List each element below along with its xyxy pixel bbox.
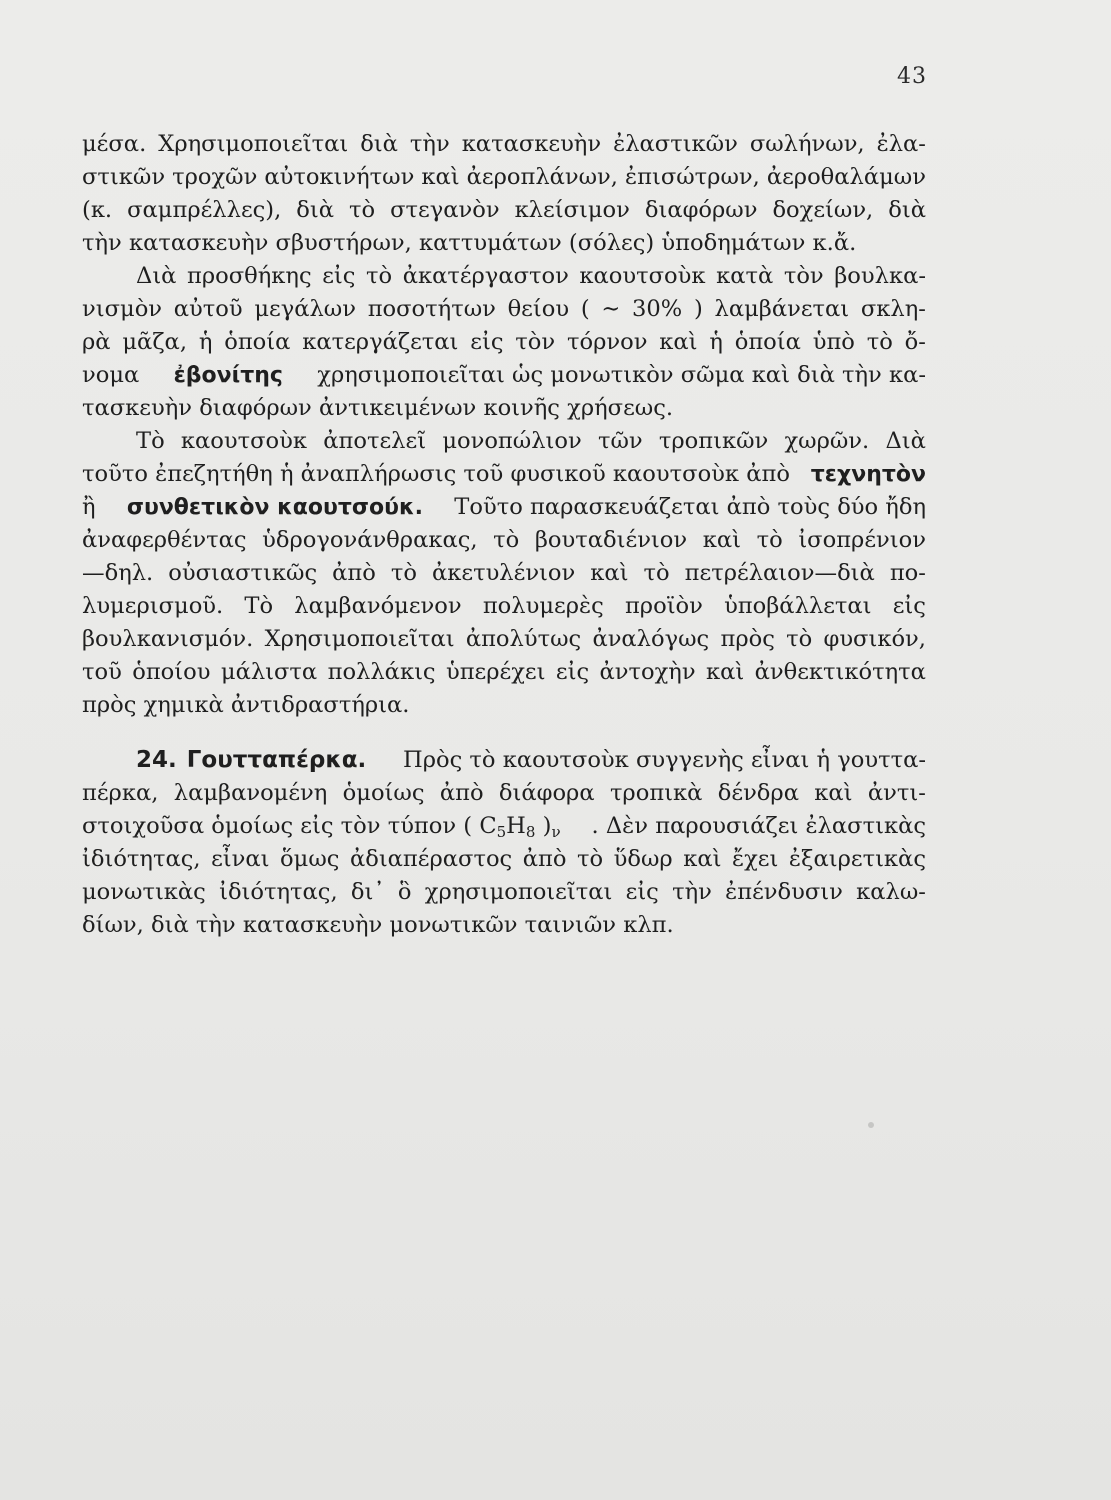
word: λαμβανομένη: [173, 780, 328, 806]
word: ἀκετυλένιον: [431, 560, 576, 586]
word: εἰς: [625, 879, 659, 905]
word: βουλκα-: [834, 263, 926, 289]
word: εἰς: [470, 329, 504, 355]
line-text: πρὸς χημικὰ ἀντιδραστήρια.: [82, 692, 410, 718]
word: μονοπώλιον: [442, 428, 582, 454]
formula-c: C: [479, 813, 497, 839]
word: ἀναλόγως: [592, 626, 710, 652]
word: πολυμερὲς: [482, 593, 604, 619]
word: ἐξαιρετικὰς: [788, 846, 926, 872]
word: τὸ: [349, 197, 376, 223]
word: ἀποτελεῖ: [323, 428, 427, 454]
word: ὑπὸ: [812, 329, 855, 355]
word: ὃ: [397, 879, 412, 905]
line-text: τὴν κατασκευὴν σβυστήρων, καττυμάτων (σόλες) ὑποδημάτων κ.ἄ.: [82, 230, 857, 256]
line-text: Τοῦτο παρασκευάζεται ἀπὸ τοὺς δύο ἤδη: [454, 494, 926, 520]
text-line: [82, 590, 926, 623]
word: ἰδιότητας,: [82, 846, 201, 872]
word: κατεργάζεται: [302, 329, 459, 355]
word: προσθήκης: [187, 263, 312, 289]
word: ἐπένδυσιν: [725, 879, 843, 905]
line-text: ἢ: [82, 494, 96, 520]
text-line: [82, 128, 926, 161]
word: λυμερισμοῦ.: [82, 593, 224, 619]
word: προϊὸν: [624, 593, 703, 619]
text-line: [82, 876, 926, 909]
word: τῶν: [597, 428, 643, 454]
word: στικῶν: [82, 164, 166, 190]
line-text: στοιχοῦσα ὁμοίως εἰς τὸν τύπον (: [82, 813, 473, 839]
word: τὴν: [409, 131, 450, 157]
section-number: 24.: [136, 747, 177, 773]
word: ἐλα-: [876, 131, 926, 157]
text-line: [82, 909, 926, 942]
word: ὁμοίως: [342, 780, 425, 806]
word: ὁποία: [224, 329, 291, 355]
word: ὄ-: [904, 329, 926, 355]
term-ebonite: ἐβονίτης: [173, 363, 283, 388]
word: ἡ: [709, 329, 723, 355]
word: λαμβανόμενον: [294, 593, 462, 619]
word: εἰς: [322, 263, 356, 289]
word: στεγανὸν: [390, 197, 500, 223]
word: καουτσοὺκ: [180, 428, 308, 454]
word: ὑποβάλλεται: [724, 593, 872, 619]
word: 30%: [632, 296, 683, 322]
word: ἀπὸ: [439, 780, 484, 806]
text-line: [82, 491, 926, 524]
word: μᾶζα,: [122, 329, 188, 355]
word: ρὰ: [82, 329, 111, 355]
line-text: τασκευὴν διαφόρων ἀντικειμένων κοινῆς χρήσεως.: [82, 395, 674, 421]
word: τὸ: [390, 560, 417, 586]
word: ὁποίου: [132, 659, 211, 685]
word: τοῦ: [82, 659, 122, 685]
text-line: [82, 656, 926, 689]
text-line: [82, 326, 926, 359]
word: βουταδιένιον: [534, 527, 688, 553]
text-line: [82, 810, 926, 843]
formula-h: H: [506, 813, 526, 839]
paper-speck: [868, 1122, 874, 1128]
line-text: χρησιμοποιεῖται ὡς μονωτικὸν σῶμα καὶ διὰ τὴν κα-: [317, 362, 926, 388]
line-text: Πρὸς τὸ καουτσοὺκ συγγενὴς εἶναι ἡ γουττα-: [402, 747, 926, 773]
word: ὑδρογονάνθρακας,: [262, 527, 478, 553]
word: μέσα.: [82, 131, 147, 157]
word: βουλκανισμόν.: [82, 626, 254, 652]
word: πετρέλαιον—διὰ: [684, 560, 875, 586]
word: ἰδιότητας,: [219, 879, 338, 905]
word: τροπικὰ: [609, 780, 703, 806]
word: ἡ: [198, 329, 213, 355]
word: καὶ: [814, 780, 853, 806]
word: δοχείων,: [772, 197, 874, 223]
word: τὸ: [786, 626, 813, 652]
word: καὶ: [705, 659, 745, 685]
word: ὑπερέχει: [445, 659, 546, 685]
formula-v-sub: ν: [551, 823, 561, 841]
word: τροχῶν: [172, 164, 258, 190]
word: (: [580, 296, 590, 322]
word: ἀντι-: [867, 780, 926, 806]
word: πέρκα,: [82, 780, 159, 806]
word: αὐτοκινήτων: [264, 164, 415, 190]
word: σαμπρέλλες),: [127, 197, 282, 223]
word: ὕδωρ: [613, 846, 673, 872]
body-text: [82, 128, 926, 942]
word: εἰς: [555, 659, 590, 685]
word: δένδρα: [717, 780, 799, 806]
text-line: [82, 458, 926, 491]
text-line: [82, 689, 926, 722]
word: ἀκατέργαστον: [402, 263, 569, 289]
word: χρησιμοποιεῖται: [424, 879, 613, 905]
word: τροπικῶν: [658, 428, 769, 454]
line-text: τοῦτο ἐπεζητήθη ἡ ἀναπλήρωσις τοῦ φυσικοῦ καουτσοὺκ ἀπὸ: [82, 461, 790, 487]
text-line: [82, 260, 926, 293]
word: Διὰ: [885, 428, 926, 454]
text-line: [82, 227, 926, 260]
word: τὴν: [672, 879, 712, 905]
word: τόρνον: [566, 329, 648, 355]
word: μονωτικὰς: [82, 879, 206, 905]
word: ἐλαστικῶν: [613, 131, 738, 157]
word: πρὸς: [720, 626, 775, 652]
text-line: [82, 392, 926, 425]
word: κατὰ: [716, 263, 774, 289]
word: διὰ: [360, 131, 398, 157]
word: δι᾿: [350, 879, 385, 905]
word: εἰς: [892, 593, 926, 619]
word: κλείσιμον: [514, 197, 630, 223]
word: ἀεροπλάνων,: [466, 164, 618, 190]
word: χωρῶν.: [784, 428, 870, 454]
formula-c-sub: 5: [496, 823, 507, 841]
text-line: [82, 843, 926, 876]
word: κατασκευὴν: [461, 131, 602, 157]
word: ἀντοχὴν: [599, 659, 696, 685]
word: ἔχει: [731, 846, 779, 872]
word: τὸ: [576, 846, 604, 872]
word: διὰ: [888, 197, 926, 223]
word: Διὰ: [136, 263, 177, 289]
word: ὅμως: [280, 846, 340, 872]
word: θείου: [507, 296, 570, 322]
term-artificial: τεχνητὸν: [810, 462, 926, 487]
formula-close: ): [542, 813, 552, 839]
word: σκλη-: [860, 296, 926, 322]
word: ἀπὸ: [332, 560, 376, 586]
word: καὶ: [421, 164, 460, 190]
line-text: . Δὲν παρουσιάζει ἐλαστικὰς: [591, 813, 926, 839]
word: ἀεροθαλάμων: [766, 164, 926, 190]
text-line: [82, 524, 926, 557]
word: οὐσιαστικῶς: [168, 560, 318, 586]
text-line: [82, 194, 926, 227]
line-text: νομα: [82, 362, 140, 388]
word: καλω-: [856, 879, 926, 905]
word: διάφορα: [498, 780, 595, 806]
word: καὶ: [590, 560, 629, 586]
word: ἀνθεκτικότητα: [754, 659, 926, 685]
word: Χρησιμοποιεῖται: [264, 626, 455, 652]
text-line: [82, 161, 926, 194]
word: ἀπολύτως: [465, 626, 582, 652]
word: τὸ: [493, 527, 520, 553]
word: τὸ: [866, 329, 893, 355]
word: καὶ: [659, 329, 698, 355]
section-heading-line: [82, 744, 926, 777]
word: ἐπισώτρων,: [625, 164, 760, 190]
word: ὁποία: [734, 329, 801, 355]
word: καὶ: [702, 527, 741, 553]
word: διὰ: [296, 197, 335, 223]
word: φυσικόν,: [823, 626, 926, 652]
line-text: δίων, διὰ τὴν κατασκευὴν μονωτικῶν ταινιῶν κλπ.: [82, 912, 674, 938]
word: (κ.: [82, 197, 113, 223]
word: πολλάκις: [327, 659, 436, 685]
text-line: [82, 359, 926, 392]
word: πο-: [889, 560, 926, 586]
word: τὸ: [756, 527, 783, 553]
word: ἀδιαπέραστος: [349, 846, 513, 872]
section-title: Γουτταπέρκα.: [186, 747, 367, 773]
word: τὸν: [783, 263, 824, 289]
text-line: [82, 777, 926, 810]
word: ἰσοπρένιον: [798, 527, 926, 553]
word: διαφόρων: [644, 197, 758, 223]
word: Τὸ: [244, 593, 274, 619]
word: νισμὸν: [82, 296, 163, 322]
word: ποσοτήτων: [367, 296, 496, 322]
term-synthetic-rubber: συνθετικὸν καουτσούκ.: [126, 495, 424, 520]
word: Χρησιμοποιεῖται: [158, 131, 349, 157]
text-line: [82, 557, 926, 590]
word: καὶ: [683, 846, 722, 872]
word: τὸ: [643, 560, 670, 586]
formula-line: [82, 810, 561, 843]
text-line: [82, 293, 926, 326]
word: εἶναι: [211, 846, 270, 872]
word: λαμβάνεται: [714, 296, 850, 322]
word: μάλιστα: [220, 659, 318, 685]
word: αὐτοῦ: [173, 296, 243, 322]
text-line: [82, 425, 926, 458]
word: ἀπὸ: [522, 846, 567, 872]
word: ∼: [601, 296, 621, 322]
word: —δηλ.: [82, 560, 154, 586]
word: καουτσοὺκ: [579, 263, 706, 289]
word: τὸ: [366, 263, 393, 289]
section-gap: [82, 722, 926, 744]
text-line: [82, 623, 926, 656]
formula-h-sub: 8: [525, 823, 536, 841]
word: τὸν: [515, 329, 556, 355]
word: ἀναφερθέντας: [82, 527, 247, 553]
word: σωλήνων,: [749, 131, 865, 157]
word: Τὸ: [136, 428, 165, 454]
word: ): [693, 296, 703, 322]
page-number: 43: [897, 64, 927, 89]
word: μεγάλων: [254, 296, 356, 322]
